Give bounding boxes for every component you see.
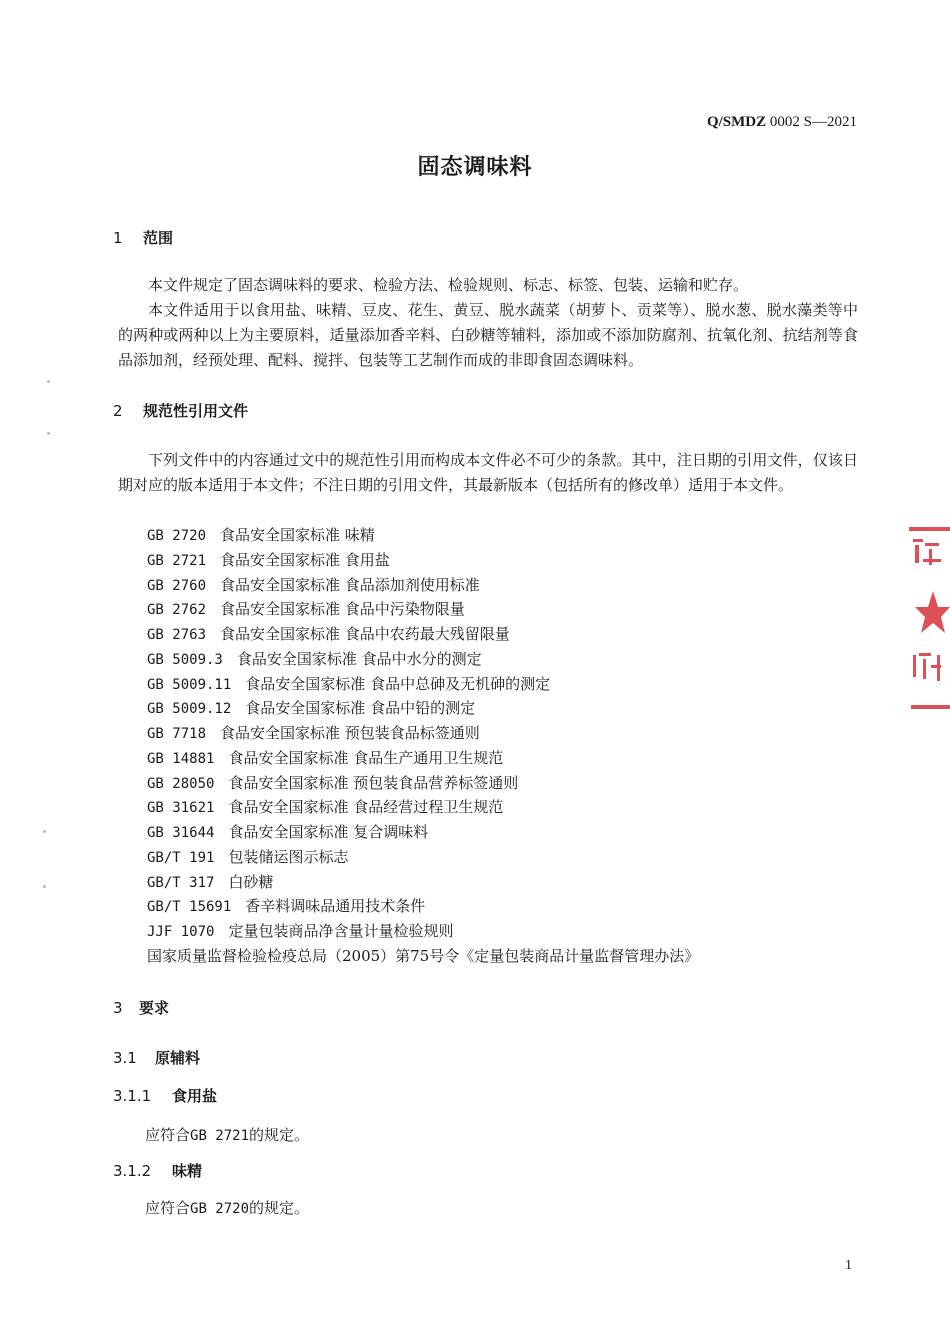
scan-speck [47,380,50,383]
list-item: GB/T 15691 香辛料调味品通用技术条件 [147,897,426,916]
reference-list [147,523,699,969]
list-item: JJF 1070 定量包装商品净含量计量检验规则 [147,922,454,940]
list-item: GB 5009.3 食品安全国家标准 食品中水分的测定 [147,649,482,668]
list-item: GB 2760 食品安全国家标准 食品添加剂使用标准 [147,575,480,594]
section-1-paragraph-1: 本文件规定了固态调味料的要求、检验方法、检验规则、标志、标签、包装、运输和贮存。 [148,276,749,294]
section-3-1-2-text: 应符合GB 2720的规定。 [145,1199,310,1217]
document-code: Q/SMDZ 0002 S—2021 [706,114,857,130]
section-3-1-1-heading: 3.1.1 食用盐 [113,1087,218,1105]
section-3-1-heading: 3.1 原辅料 [113,1049,201,1067]
section-1-heading: 1 范围 [113,229,174,247]
page-number: 1 [845,1258,852,1273]
scan-speck [47,432,50,435]
list-item: GB 2763 食品安全国家标准 食品中农药最大残留限量 [147,625,510,643]
scan-speck [43,830,46,833]
list-item: GB 5009.12 食品安全国家标准 食品中铅的测定 [147,699,476,718]
section-3-1-2-heading: 3.1.2 味精 [113,1162,203,1180]
list-item: GB 28050 食品安全国家标准 预包装食品营养标签通则 [147,773,519,792]
list-item: GB 5009.11 食品安全国家标准 食品中总砷及无机砷的测定 [147,674,551,693]
list-item: GB 7718 食品安全国家标准 预包装食品标签通则 [147,724,480,742]
list-item: GB 14881 食品安全国家标准 食品生产通用卫生规范 [147,748,504,767]
list-item: GB 2721 食品安全国家标准 食用盐 [147,550,390,569]
list-item: GB 2762 食品安全国家标准 食品中污染物限量 [147,600,465,619]
list-item: 国家质量监督检验检疫总局（2005）第75号令《定量包装商品计量监督管理办法》 [147,946,700,965]
list-item: GB/T 317 白砂糖 [147,872,274,891]
list-item: GB 31644 食品安全国家标准 复合调味料 [147,823,429,841]
section-2-intro: 下列文件中的内容通过文中的规范性引用而构成本文件必不可少的条款。其中，注日期的引用文件，仅该日期对应的版本适用于本文件；不注日期的引用文件，其最新版本（包括所有的修改单）适用于本文件。 [118,451,858,494]
section-3-1-1-text: 应符合GB 2721的规定。 [145,1126,310,1144]
seal-stamp-icon [903,525,950,715]
list-item: GB 2720 食品安全国家标准 味精 [147,526,375,544]
list-item: GB/T 191 包装储运图示标志 [147,847,349,866]
list-item: GB 31621 食品安全国家标准 食品经营过程卫生规范 [147,798,504,817]
section-1-paragraph-2: 本文件适用于以食用盐、味精、豆皮、花生、黄豆、脱水蔬菜（胡萝卜、贡菜等）、脱水葱、脱水藻类等中的两种或两种以上为主要原料，适量添加香辛料、白砂糖等辅料，添加或不添加防腐剂、抗氧化剂、抗结剂等食品添加剂，经预处理、配料、搅拌、包装等工艺制作而成的非即食固态调味料。 [118,301,858,369]
section-3-heading: 3 要求 [113,999,170,1017]
scan-speck [43,885,46,888]
section-2-heading: 2 规范性引用文件 [113,402,249,420]
document-title: 固态调味料 [417,155,533,180]
